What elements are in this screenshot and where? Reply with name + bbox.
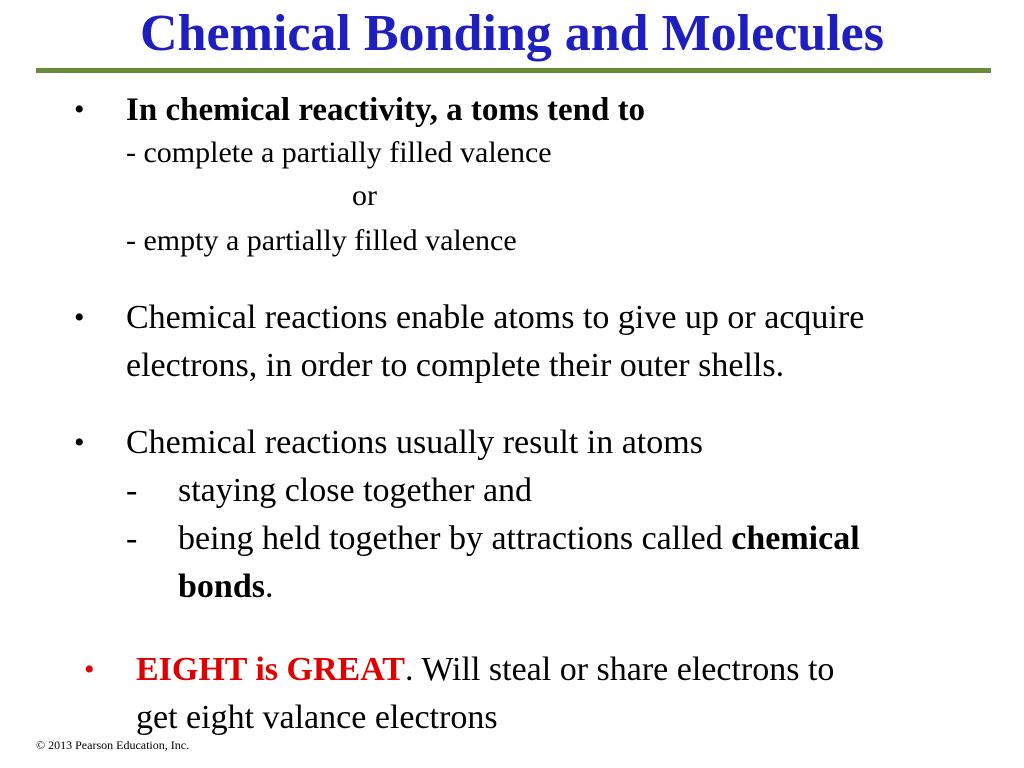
bullet-2-line-1: Chemical reactions enable atoms to give up or acquire	[126, 299, 865, 336]
dash-marker: -	[126, 520, 138, 557]
bullet-dot: •	[84, 653, 95, 686]
eight-is-great-text: EIGHT is GREAT	[136, 651, 405, 688]
item-2-text: being held together by attractions called	[178, 520, 732, 557]
bullet-3-line-1: Chemical reactions usually result in atoms	[126, 424, 703, 461]
bullet-3-item-1: staying close together and	[178, 472, 533, 509]
bullet-4-rest: . Will steal or share electrons to	[404, 651, 835, 688]
item-2-bold-term: chemical	[731, 520, 860, 557]
copyright-footer: © 2013 Pearson Education, Inc.	[36, 738, 190, 752]
bullet-dot: •	[74, 301, 85, 334]
bullet-2-line-2: electrons, in order to complete their outer shells.	[126, 347, 785, 384]
bullet-3-item-2	[178, 515, 860, 563]
page-title: Chemical Bonding and Molecules	[140, 5, 884, 62]
bullet-1-line-complete: - complete a partially filled valence	[126, 136, 552, 169]
bullet-4-line-2: get eight valance electrons	[136, 699, 498, 736]
bullet-dot: •	[74, 93, 85, 126]
item-2-bold-term-cont: bonds	[178, 568, 265, 605]
bullet-1-line-empty: - empty a partially filled valence	[126, 224, 517, 257]
bullet-1-heading: In chemical reactivity, a toms tend to	[126, 92, 646, 128]
bullet-1-line-or: or	[352, 179, 377, 212]
item-2-period: .	[264, 568, 274, 605]
bullet-dot: •	[74, 426, 85, 459]
bullet-4-line-1	[136, 646, 834, 694]
dash-marker: -	[126, 472, 138, 509]
title-divider	[36, 68, 991, 73]
bullet-3-item-2-continuation	[178, 563, 273, 611]
